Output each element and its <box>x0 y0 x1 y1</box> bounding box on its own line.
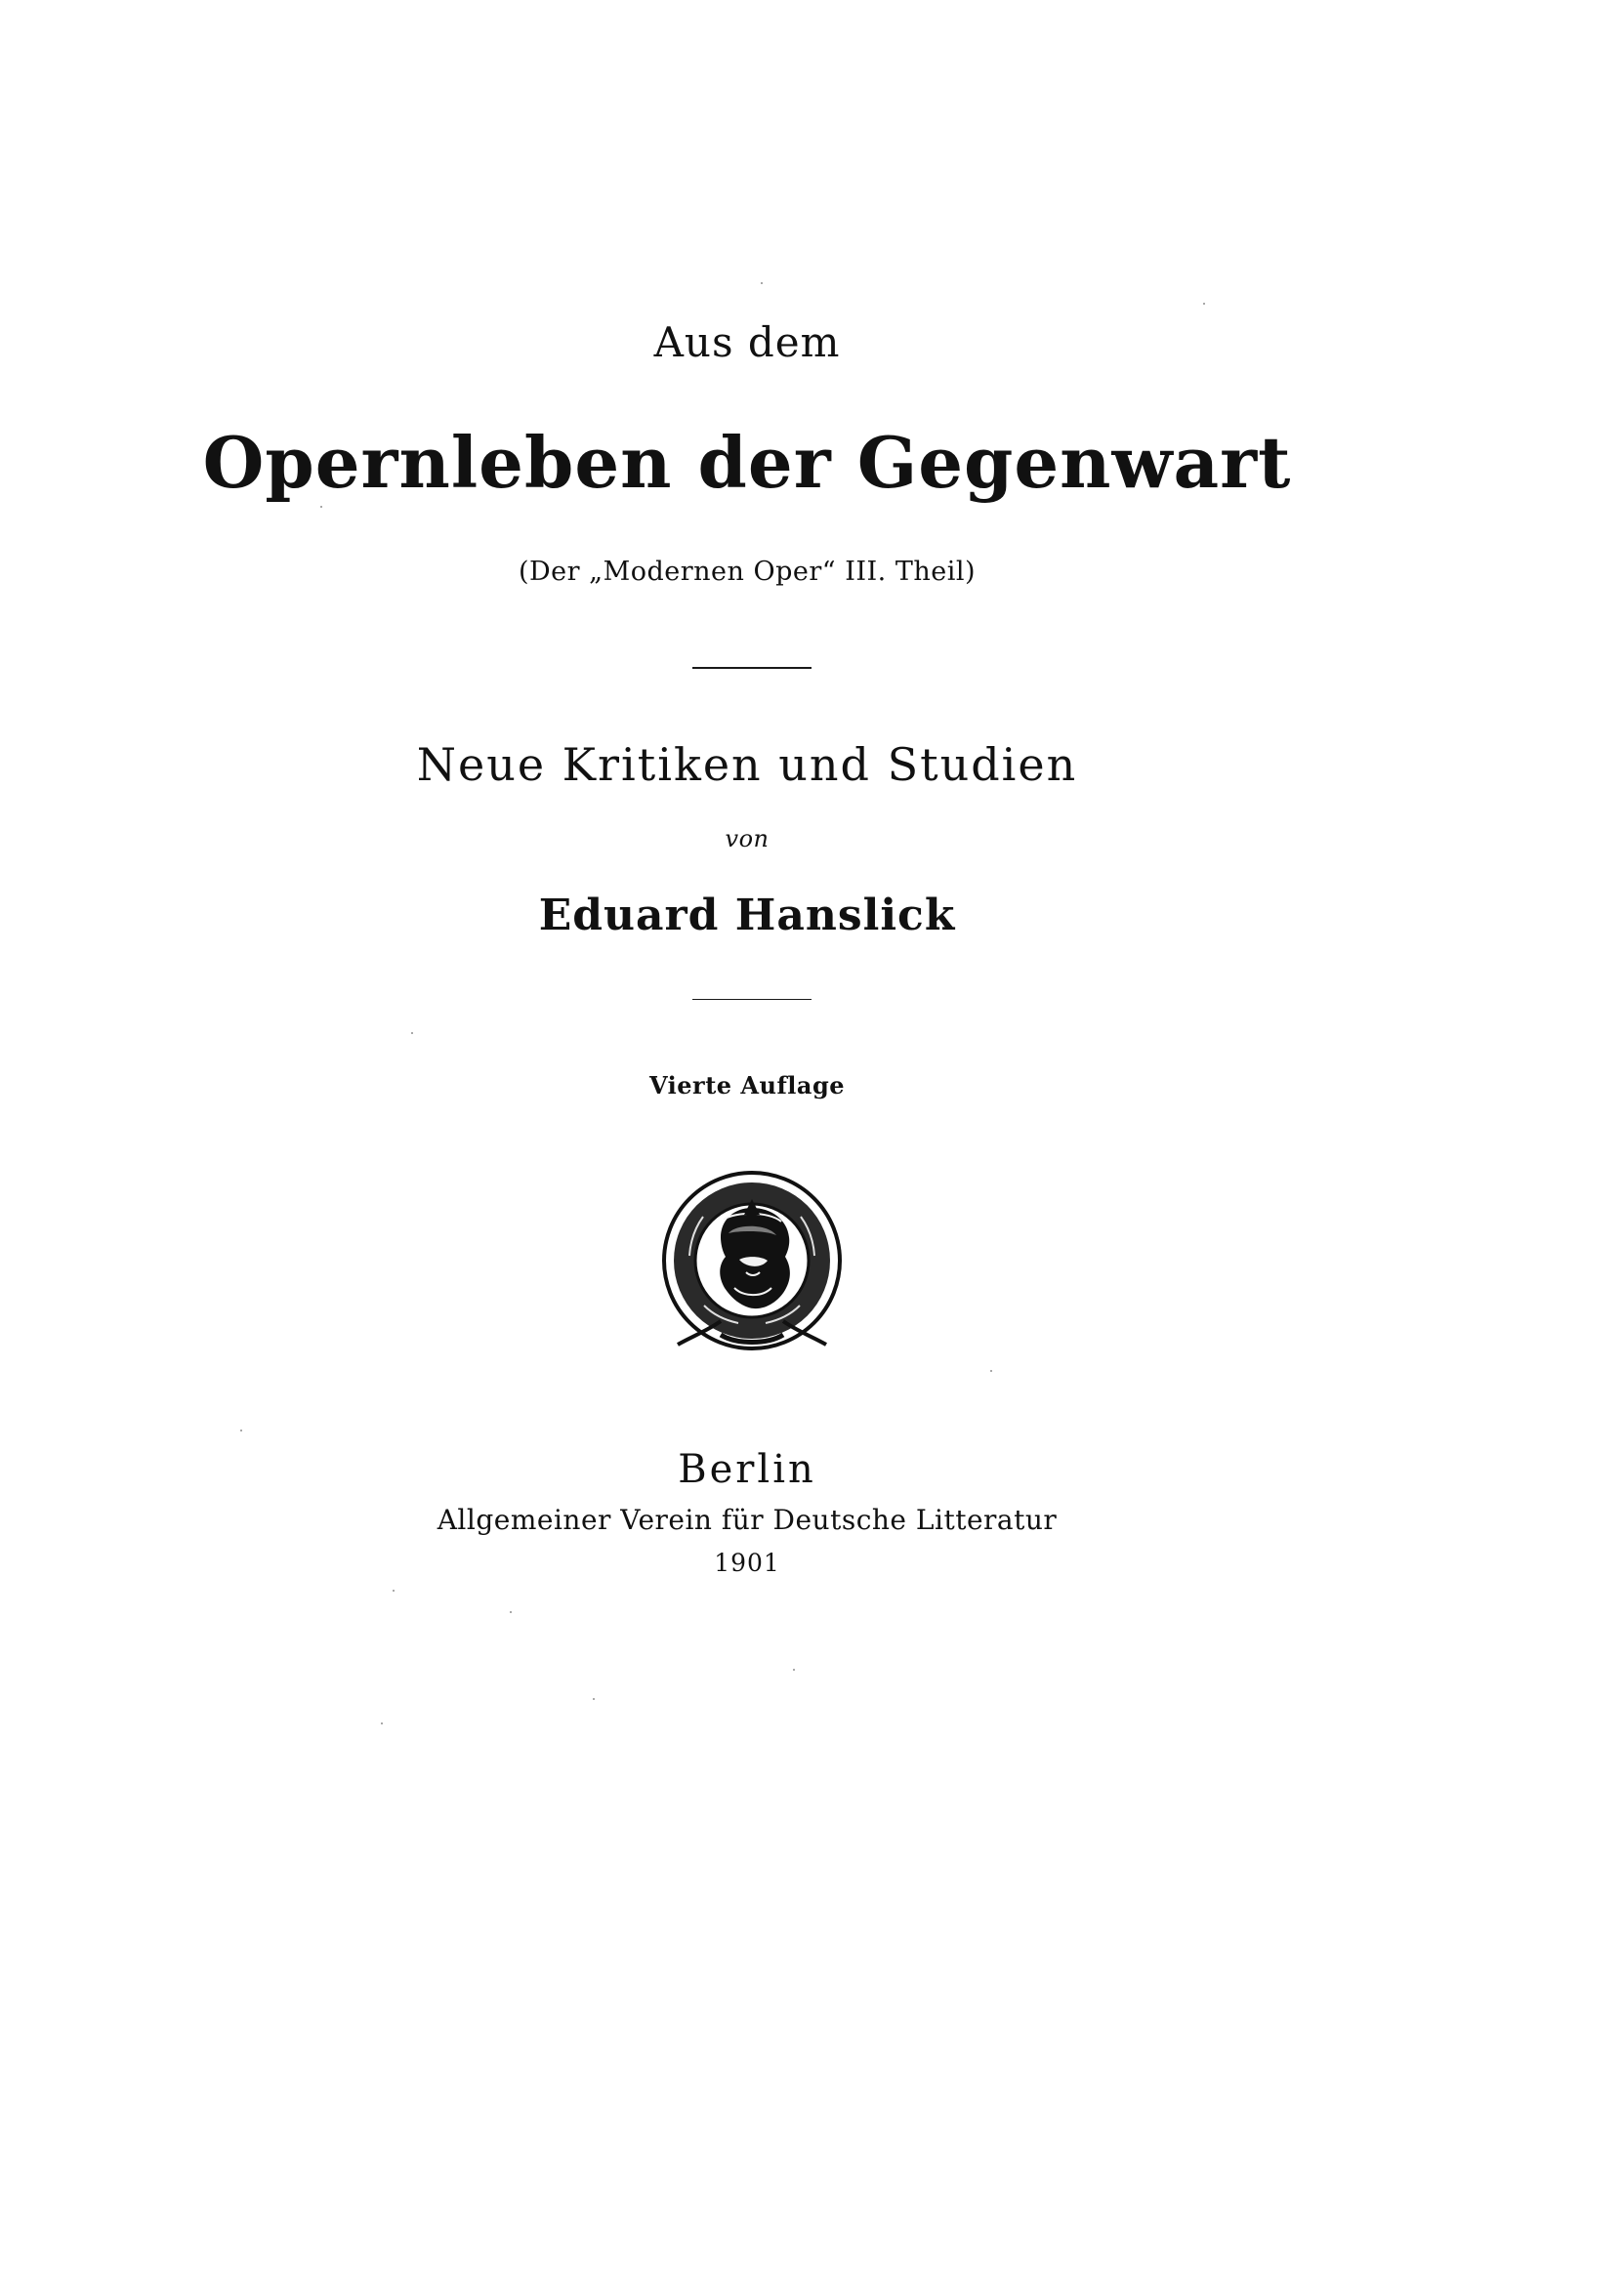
paper-speck <box>1203 303 1205 305</box>
author-name: Eduard Hanslick <box>538 891 956 940</box>
paper-speck <box>510 1611 512 1613</box>
byline-label: von <box>725 825 770 852</box>
title-kicker: Aus dem <box>653 318 841 366</box>
divider-rule-top <box>692 667 812 669</box>
paper-speck <box>320 506 322 508</box>
paper-speck <box>793 1669 795 1671</box>
series-subtitle: (Der „Modernen Oper“ III. Theil) <box>518 557 977 587</box>
seal-emblem-icon <box>650 1167 854 1374</box>
publication-year: 1901 <box>714 1549 780 1577</box>
divider-rule-bottom <box>692 999 812 1000</box>
work-title: Neue Kritiken und Studien <box>416 738 1078 791</box>
paper-speck <box>381 1722 383 1724</box>
publisher-name: Allgemeiner Verein für Deutsche Litteratur <box>437 1504 1058 1536</box>
publication-city: Berlin <box>678 1447 816 1492</box>
publisher-seal <box>650 1167 854 1374</box>
paper-speck <box>593 1698 595 1700</box>
paper-speck <box>761 282 763 284</box>
paper-speck <box>240 1430 242 1431</box>
paper-speck <box>393 1590 395 1592</box>
page-title: Opernleben der Gegenwart <box>202 421 1292 504</box>
paper-speck <box>990 1370 992 1372</box>
paper-speck <box>411 1032 413 1034</box>
edition-label: Vierte Auflage <box>648 1071 846 1099</box>
